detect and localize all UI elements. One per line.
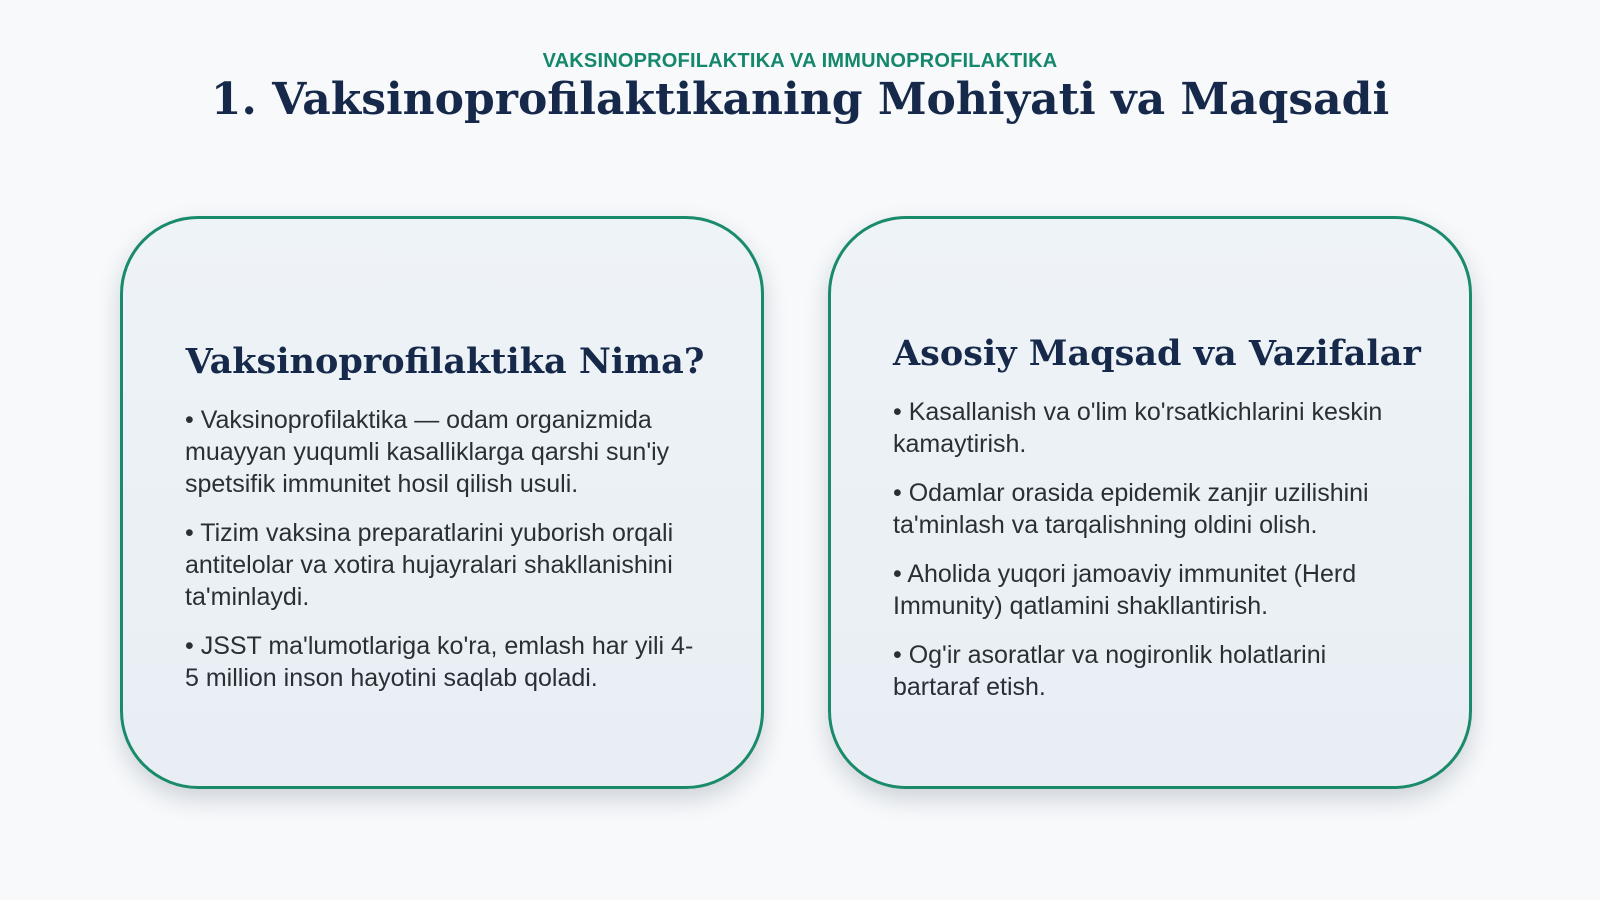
card-heading: Vaksinoprofilaktika Nima?: [185, 341, 705, 382]
bullet-list: [185, 404, 705, 694]
bullet-item: • Vaksinoprofilaktika — odam organizmida muayyan yuqumli kasalliklarga qarshi sun'iy spetsifik immunitet hosil qilish usuli.: [185, 406, 670, 498]
bullet-item: • Aholida yuqori jamoaviy immunitet (Herd Immunity) qatlamini shakllantirish.: [893, 560, 1357, 620]
bullet-item: • Kasallanish va o'lim ko'rsatkichlarini keskin kamaytirish.: [893, 398, 1383, 458]
bullet-item: • JSST ma'lumotlariga ko'ra, emlash har yili 4-5 million inson hayotini saqlab qoladi.: [185, 632, 694, 692]
bullet-item: • Tizim vaksina preparatlarini yuborish orqali antitelolar va xotira hujayralari shakllanishini ta'minlaydi.: [185, 519, 674, 611]
bullet-item: • Og'ir asoratlar va nogironlik holatlarini bartaraf etish.: [893, 641, 1327, 701]
card-asosiy-maqsad: [828, 216, 1472, 789]
card-heading: Asosiy Maqsad va Vazifalar: [893, 333, 1421, 374]
card-content: [893, 333, 1421, 720]
slide-kicker: VAKSINOPROFILAKTIKA VA IMMUNOPROFILAKTIKA: [542, 50, 1058, 72]
card-content: [185, 341, 705, 711]
slide-title: 1. Vaksinoprofilaktikaning Mohiyati va Maqsadi: [210, 74, 1390, 125]
bullet-item: • Odamlar orasida epidemik zanjir uzilishini ta'minlash va tarqalishning oldini olish.: [893, 479, 1369, 539]
bullet-list: [893, 396, 1413, 703]
card-vaksinoprofilaktika-nima: [120, 216, 764, 789]
